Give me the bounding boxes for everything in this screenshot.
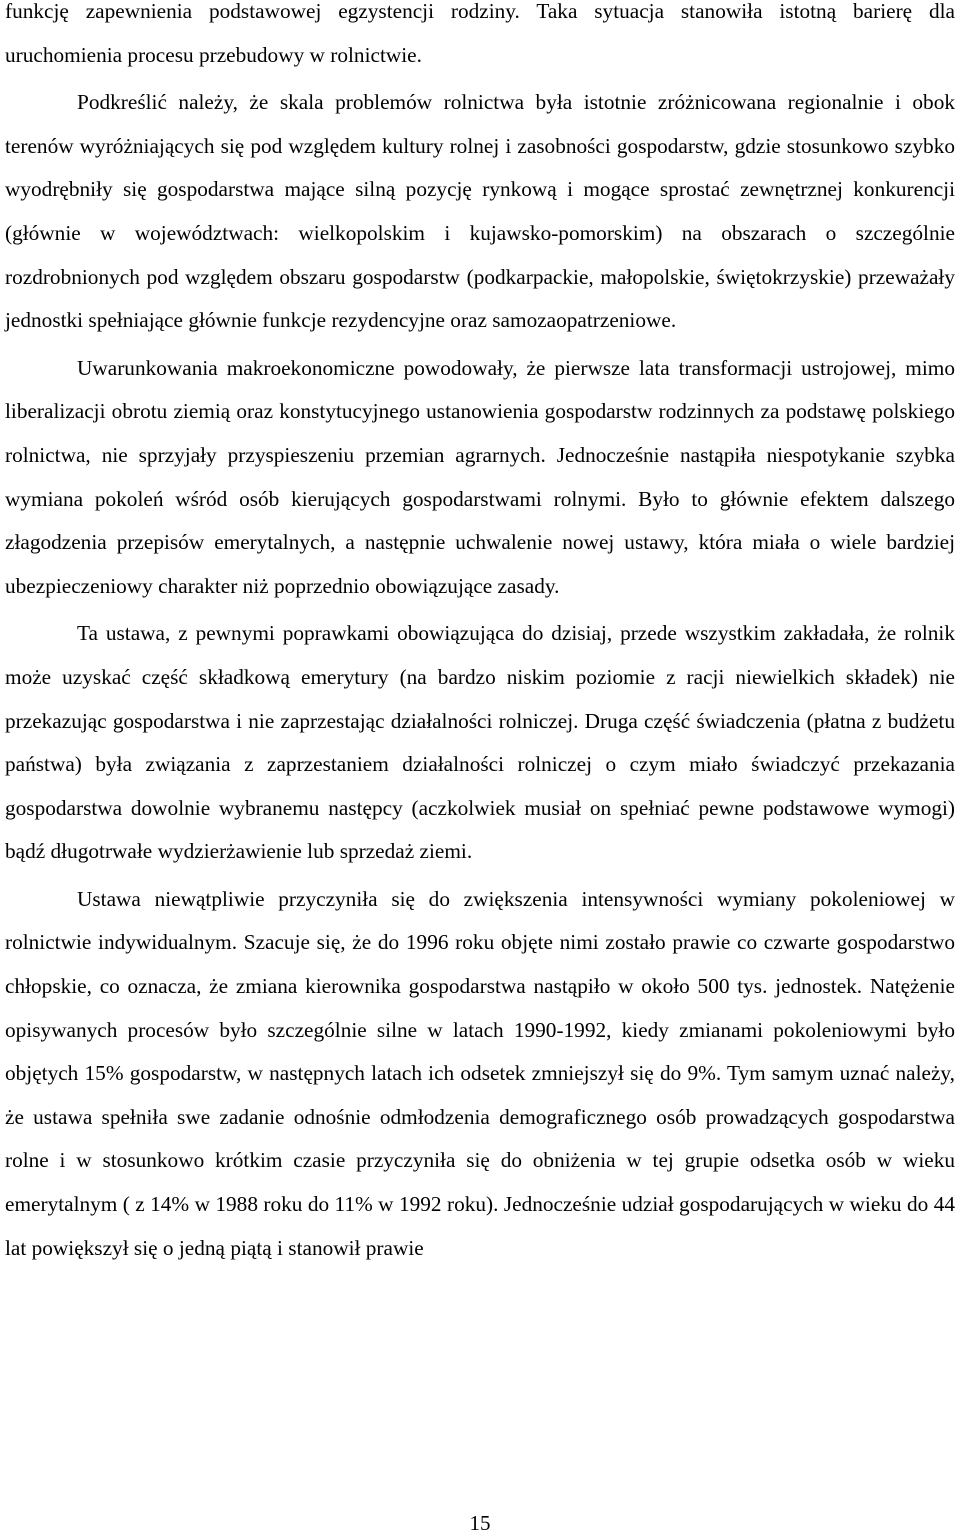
paragraph-generational-exchange: Ustawa niewątpliwie przyczyniła się do zwiększenia intensywności wymiany pokoleniowej w rolnictwie indywidualnym. Szacuje się, że do 1996 roku objęte nimi zostało prawie co czwarte gospodarstwo chłopskie, co oznacza, że zmiana kierownika gospodarstwa nastąpiło w około 500 tys. jednostek. Natężenie opisywanych procesów było szczególnie silne w latach 1990-1992, kiedy zmianami pokoleniowymi było objętych 15% gospodarstw, w następnych latach ich odsetek zmniejszył się do 9%. Tym samym uznać należy, że ustawa spełniła swe zadanie odnośnie odmłodzenia demograficznego osób prowadzących gospodarstwa rolne i w stosunkowo krótkim czasie przyczyniła się do obniżenia w tej grupie odsetka osób w wieku emerytalnym ( z 14% w 1988 roku do 11% w 1992 roku). Jednocześnie udział gospodarujących w wieku do 44 lat powiększył się o jedną piątą i stanowił prawie xyxy=(5,886,955,1260)
page-number: 15 xyxy=(469,1511,491,1535)
document-page xyxy=(5,0,955,1270)
paragraph-regional-differences: Podkreślić należy, że skala problemów rolnictwa była istotnie zróżnicowana regionalnie i obok terenów wyróżniających się pod względem kultury rolnej i zasobności gospodarstw, gdzie stosunkowo szybko wyodrębniły się gospodarstwa mające silną pozycję rynkową i mogące sprostać zewnętrznej konkurencji (głównie w województwach: wielkopolskim i kujawsko-pomorskim) na obszarach o szczególnie rozdrobnionych pod względem obszaru gospodarstw (podkarpackie, małopolskie, świętokrzyskie) przeważały jednostki spełniające głównie funkcje rezydencyjne oraz samozaopatrzeniowe. xyxy=(5,90,955,333)
paragraph-continued: funkcję zapewnienia podstawowej egzystencji rodziny. Taka sytuacja stanowiła istotną barierę dla uruchomienia procesu przebudowy w rolnictwie. xyxy=(5,0,955,67)
paragraph-pension-law: Ta ustawa, z pewnymi poprawkami obowiązująca do dzisiaj, przede wszystkim zakładała, że rolnik może uzyskać część składkową emerytury (na bardzo niskim poziomie z racji niewielkich składek) nie przekazując gospodarstwa i nie zaprzestając działalności rolniczej. Druga część świadczenia (płatna z budżetu państwa) była związania z zaprzestaniem działalności rolniczej o czym miało świadczyć przekazania gospodarstwa dowolnie wybranemu następcy (aczkolwiek musiał on spełniać pewne podstawowe wymogi) bądź długotrwałe wydzierżawienie lub sprzedaż ziemi. xyxy=(5,621,955,864)
paragraph-macroeconomic-conditions: Uwarunkowania makroekonomiczne powodowały, że pierwsze lata transformacji ustrojowej, mimo liberalizacji obrotu ziemią oraz konstytucyjnego ustanowienia gospodarstw rodzinnych za podstawę polskiego rolnictwa, nie sprzyjały przyspieszeniu przemian agrarnych. Jednocześnie nastąpiła niespotykanie szybka wymiana pokoleń wśród osób kierujących gospodarstwami rolnymi. Było to głównie efektem dalszego złagodzenia przepisów emerytalnych, a następnie uchwalenie nowej ustawy, która miała o wiele bardziej ubezpieczeniowy charakter niż poprzednio obowiązujące zasady. xyxy=(5,355,955,598)
